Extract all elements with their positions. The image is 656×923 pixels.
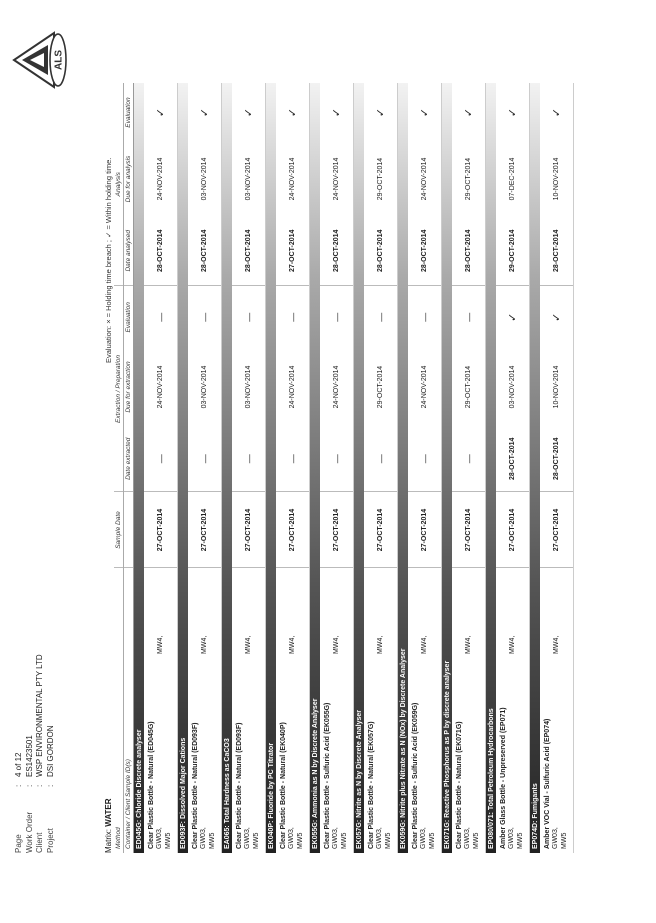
extraction-evaluation-cell: — bbox=[276, 286, 310, 348]
analysis-group-header: Analysis bbox=[114, 83, 124, 286]
sample-id-c: MW5 bbox=[209, 832, 216, 849]
method-section-header bbox=[354, 83, 365, 853]
container-cell bbox=[540, 658, 574, 853]
page-label: Page bbox=[14, 834, 23, 853]
method-section-header bbox=[442, 83, 453, 853]
date-analysed-cell: 28-OCT-2014 bbox=[364, 216, 398, 286]
table-row bbox=[232, 83, 266, 853]
extraction-evaluation-cell: — bbox=[188, 286, 222, 348]
date-analysed-col-header: Date analysed bbox=[124, 216, 134, 286]
due-analysis-cell: 24-NOV-2014 bbox=[320, 142, 354, 216]
table-row bbox=[276, 83, 310, 853]
sample-id-cell bbox=[276, 568, 310, 658]
date-extracted-cell: — bbox=[232, 426, 266, 492]
extraction-evaluation-cell: — bbox=[408, 286, 442, 348]
sample-date-cell: 27-OCT-2014 bbox=[188, 492, 222, 568]
client-value: WSP ENVIRONMENTAL PTY LTD bbox=[35, 654, 44, 777]
date-extracted-cell: — bbox=[320, 426, 354, 492]
analysis-evaluation-cell: ✓ bbox=[188, 83, 222, 142]
method-section-header bbox=[398, 83, 409, 853]
sample-id-c: MW5 bbox=[297, 832, 304, 849]
date-extracted-cell: — bbox=[276, 426, 310, 492]
container-name: Clear Plastic Bottle - Sulfuric Acid (EK055G) bbox=[324, 702, 331, 849]
sample-id-a: GW03, bbox=[244, 827, 251, 849]
sample-id-a: GW03, bbox=[552, 827, 559, 849]
sample-id-a: GW03, bbox=[200, 827, 207, 849]
logo-text: ALS bbox=[53, 50, 65, 70]
evaluation-note: Evaluation: × = Holding time breach ; ✓ = Within holding time. bbox=[104, 157, 113, 363]
client-label: Client bbox=[35, 832, 44, 853]
container-cell bbox=[144, 658, 178, 853]
sample-date-cell: 27-OCT-2014 bbox=[144, 492, 178, 568]
analysis-evaluation-cell: ✓ bbox=[364, 83, 398, 142]
als-logo bbox=[10, 15, 70, 105]
analysis-evaluation-cell: ✓ bbox=[276, 83, 310, 142]
container-name: Amber Glass Bottle - Unpreserved (EP071) bbox=[500, 707, 507, 849]
container-cell bbox=[276, 658, 310, 853]
method-section-header bbox=[530, 83, 541, 853]
sample-id-b: MW4, bbox=[289, 635, 296, 654]
container-name: Clear Plastic Bottle - Natural (ED093F) bbox=[192, 722, 199, 849]
page-value: 4 of 12 bbox=[14, 752, 23, 777]
project-label: Project bbox=[45, 828, 55, 853]
method-name: EK040P: Fluoride by PC Titrator bbox=[266, 83, 277, 853]
date-extracted-cell: — bbox=[144, 426, 178, 492]
due-analysis-cell: 07-DEC-2014 bbox=[496, 142, 530, 216]
matrix-line bbox=[104, 798, 113, 853]
table-row bbox=[144, 83, 178, 853]
sample-id-b: MW4, bbox=[465, 635, 472, 654]
sample-date-col-header: Sample Date bbox=[114, 492, 124, 568]
due-extraction-cell: 29-OCT-2014 bbox=[452, 348, 486, 426]
sample-id-c: MW5 bbox=[253, 832, 260, 849]
date-analysed-cell: 28-OCT-2014 bbox=[144, 216, 178, 286]
method-name: ED045G: Chloride Discrete analyser bbox=[134, 83, 145, 853]
sample-date-cell: 27-OCT-2014 bbox=[232, 492, 266, 568]
work-order-label: Work Order bbox=[24, 811, 34, 853]
sample-date-cell: 27-OCT-2014 bbox=[276, 492, 310, 568]
table-row bbox=[496, 83, 530, 853]
sample-id-cell bbox=[144, 568, 178, 658]
date-analysed-cell: 28-OCT-2014 bbox=[540, 216, 574, 286]
date-extracted-cell: — bbox=[188, 426, 222, 492]
method-section-header bbox=[310, 83, 321, 853]
method-name: EK055G: Ammonia as N by Discrete Analyser bbox=[310, 83, 321, 853]
table-row bbox=[408, 83, 442, 853]
table-body bbox=[134, 83, 574, 853]
date-extracted-cell: — bbox=[364, 426, 398, 492]
evaluation-col-header: Evaluation bbox=[124, 286, 134, 348]
method-section-header bbox=[486, 83, 497, 853]
due-analysis-cell: 03-NOV-2014 bbox=[232, 142, 266, 216]
due-extraction-cell: 24-NOV-2014 bbox=[144, 348, 178, 426]
container-name: Clear Plastic Bottle - Natural (EK057G) bbox=[368, 721, 375, 849]
date-extracted-cell: — bbox=[452, 426, 486, 492]
sample-id-c: MW5 bbox=[341, 832, 348, 849]
method-section-header bbox=[134, 83, 145, 853]
analysis-evaluation-cell: ✓ bbox=[408, 83, 442, 142]
sample-date-cell: 27-OCT-2014 bbox=[452, 492, 486, 568]
sample-id-a: GW03, bbox=[156, 827, 163, 849]
header-row-2 bbox=[124, 83, 134, 853]
sample-id-b: MW4, bbox=[157, 635, 164, 654]
date-extracted-cell: 28-OCT-2014 bbox=[540, 426, 574, 492]
due-extraction-cell: 10-NOV-2014 bbox=[540, 348, 574, 426]
date-analysed-cell: 28-OCT-2014 bbox=[232, 216, 266, 286]
due-analysis-cell: 29-OCT-2014 bbox=[364, 142, 398, 216]
sample-date-cell: 27-OCT-2014 bbox=[320, 492, 354, 568]
container-name: Clear Plastic Bottle - Natural (EK040P) bbox=[280, 722, 287, 849]
extraction-evaluation-cell: — bbox=[320, 286, 354, 348]
sample-id-b: MW4, bbox=[509, 635, 516, 654]
due-analysis-cell: 24-NOV-2014 bbox=[276, 142, 310, 216]
sample-id-cell bbox=[364, 568, 398, 658]
sample-id-b: MW4, bbox=[553, 635, 560, 654]
analysis-evaluation-cell: ✓ bbox=[144, 83, 178, 142]
due-extraction-cell: 24-NOV-2014 bbox=[320, 348, 354, 426]
sample-id-a: GW03, bbox=[420, 827, 427, 849]
method-name: EK059G: Nitrite plus Nitrate as N (NOx) by Discrete Analyser bbox=[398, 83, 409, 853]
container-cell bbox=[320, 658, 354, 853]
holding-time-table bbox=[114, 83, 574, 853]
sample-id-c: MW5 bbox=[517, 832, 524, 849]
due-extraction-cell: 03-NOV-2014 bbox=[232, 348, 266, 426]
sample-id-cell bbox=[188, 568, 222, 658]
date-analysed-cell: 28-OCT-2014 bbox=[320, 216, 354, 286]
container-cell bbox=[232, 658, 266, 853]
method-name: EA065: Total Hardness as CaCO3 bbox=[222, 83, 233, 853]
table-row bbox=[188, 83, 222, 853]
container-name: Clear Plastic Bottle - Natural (EK071G) bbox=[456, 721, 463, 849]
work-order-value: ES1423501 bbox=[24, 735, 34, 777]
method-section-header bbox=[222, 83, 233, 853]
sample-id-a: GW03, bbox=[288, 827, 295, 849]
sample-id-a: GW03, bbox=[376, 827, 383, 849]
sample-id-cell bbox=[496, 568, 530, 658]
due-extraction-cell: 29-OCT-2014 bbox=[364, 348, 398, 426]
due-extraction-col-header: Due for extraction bbox=[124, 348, 134, 426]
container-cell bbox=[452, 658, 486, 853]
container-cell bbox=[408, 658, 442, 853]
analysis-evaluation-cell: ✓ bbox=[320, 83, 354, 142]
table-row bbox=[452, 83, 486, 853]
sample-date-cell: 27-OCT-2014 bbox=[540, 492, 574, 568]
container-name: Clear Plastic Bottle - Sulfuric Acid (EK059G) bbox=[412, 702, 419, 849]
sample-id-c: MW5 bbox=[165, 832, 172, 849]
sample-id-cell bbox=[540, 568, 574, 658]
sample-id-a: GW03, bbox=[508, 827, 515, 849]
analysis-evaluation-cell: ✓ bbox=[496, 83, 530, 142]
sample-date-cell: 27-OCT-2014 bbox=[496, 492, 530, 568]
sample-id-b: MW4, bbox=[421, 635, 428, 654]
date-extracted-col-header: Date extracted bbox=[124, 426, 134, 492]
date-extracted-cell: 28-OCT-2014 bbox=[496, 426, 530, 492]
date-analysed-cell: 27-OCT-2014 bbox=[276, 216, 310, 286]
due-extraction-cell: 03-NOV-2014 bbox=[188, 348, 222, 426]
method-name: EP074D: Fumigants bbox=[530, 83, 541, 853]
container-name: Clear Plastic Bottle - Natural (ED093F) bbox=[236, 722, 243, 849]
due-extraction-cell: 24-NOV-2014 bbox=[276, 348, 310, 426]
due-analysis-cell: 10-NOV-2014 bbox=[540, 142, 574, 216]
extraction-evaluation-cell: ✓ bbox=[496, 286, 530, 348]
date-analysed-cell: 28-OCT-2014 bbox=[408, 216, 442, 286]
matrix-label: Matrix: bbox=[104, 829, 113, 853]
due-analysis-cell: 24-NOV-2014 bbox=[408, 142, 442, 216]
container-cell bbox=[188, 658, 222, 853]
sample-date-cell: 27-OCT-2014 bbox=[408, 492, 442, 568]
extraction-evaluation-cell: — bbox=[364, 286, 398, 348]
method-name: ED093F: Dissolved Major Cations bbox=[178, 83, 189, 853]
due-analysis-cell: 24-NOV-2014 bbox=[144, 142, 178, 216]
sample-id-cell bbox=[232, 568, 266, 658]
sample-id-b: MW4, bbox=[245, 635, 252, 654]
method-col-header: Method bbox=[114, 658, 124, 853]
date-analysed-cell: 28-OCT-2014 bbox=[452, 216, 486, 286]
sample-id-c: MW5 bbox=[429, 832, 436, 849]
extraction-group-header: Extraction / Preparation bbox=[114, 286, 124, 492]
sample-id-c: MW5 bbox=[473, 832, 480, 849]
evaluation2-col-header: Evaluation bbox=[124, 83, 134, 142]
analysis-evaluation-cell: ✓ bbox=[452, 83, 486, 142]
method-name: EP080/071: Total Petroleum Hydrocarbons bbox=[486, 83, 497, 853]
date-analysed-cell: 28-OCT-2014 bbox=[188, 216, 222, 286]
extraction-evaluation-cell: ✓ bbox=[540, 286, 574, 348]
header-row-1 bbox=[114, 83, 124, 853]
table-row bbox=[320, 83, 354, 853]
method-section-header bbox=[178, 83, 189, 853]
sample-id-a: GW03, bbox=[464, 827, 471, 849]
extraction-evaluation-cell: — bbox=[144, 286, 178, 348]
sample-id-b: MW4, bbox=[201, 635, 208, 654]
report-header: Page : 4 of 12 Work Order : ES1423501 Client : WSP ENVIRONMENTAL PTY LTD Project : DSI GORDON bbox=[14, 654, 55, 853]
container-cell bbox=[496, 658, 530, 853]
table-row bbox=[540, 83, 574, 853]
extraction-evaluation-cell: — bbox=[232, 286, 266, 348]
sample-id-cell bbox=[452, 568, 486, 658]
method-name: EK071G: Reactive Phosphorus as P by discrete analyser bbox=[442, 83, 453, 853]
table-row bbox=[364, 83, 398, 853]
container-name: Clear Plastic Bottle - Natural (ED045G) bbox=[148, 721, 155, 849]
sample-id-a: GW03, bbox=[332, 827, 339, 849]
due-analysis-cell: 29-OCT-2014 bbox=[452, 142, 486, 216]
container-name: Amber VOC Vial - Sulfuric Acid (EP074) bbox=[544, 718, 551, 849]
date-analysed-cell: 29-OCT-2014 bbox=[496, 216, 530, 286]
method-name: EK057G: Nitrite as N by Discrete Analyser bbox=[354, 83, 365, 853]
due-analysis-col-header: Due for analysis bbox=[124, 142, 134, 216]
sample-date-cell: 27-OCT-2014 bbox=[364, 492, 398, 568]
due-extraction-cell: 24-NOV-2014 bbox=[408, 348, 442, 426]
container-cell bbox=[364, 658, 398, 853]
sample-id-cell bbox=[320, 568, 354, 658]
container-col-header: Container / Client Sample ID(s) bbox=[124, 658, 134, 853]
project-value: DSI GORDON bbox=[45, 725, 55, 777]
due-analysis-cell: 03-NOV-2014 bbox=[188, 142, 222, 216]
sample-id-b: MW4, bbox=[377, 635, 384, 654]
sample-id-b: MW4, bbox=[333, 635, 340, 654]
analysis-evaluation-cell: ✓ bbox=[232, 83, 266, 142]
sample-id-c: MW5 bbox=[561, 832, 568, 849]
date-extracted-cell: — bbox=[408, 426, 442, 492]
method-section-header bbox=[266, 83, 277, 853]
sample-id-c: MW5 bbox=[385, 832, 392, 849]
matrix-value: WATER bbox=[104, 798, 113, 827]
due-extraction-cell: 03-NOV-2014 bbox=[496, 348, 530, 426]
sample-id-cell bbox=[408, 568, 442, 658]
extraction-evaluation-cell: — bbox=[452, 286, 486, 348]
analysis-evaluation-cell: ✓ bbox=[540, 83, 574, 142]
